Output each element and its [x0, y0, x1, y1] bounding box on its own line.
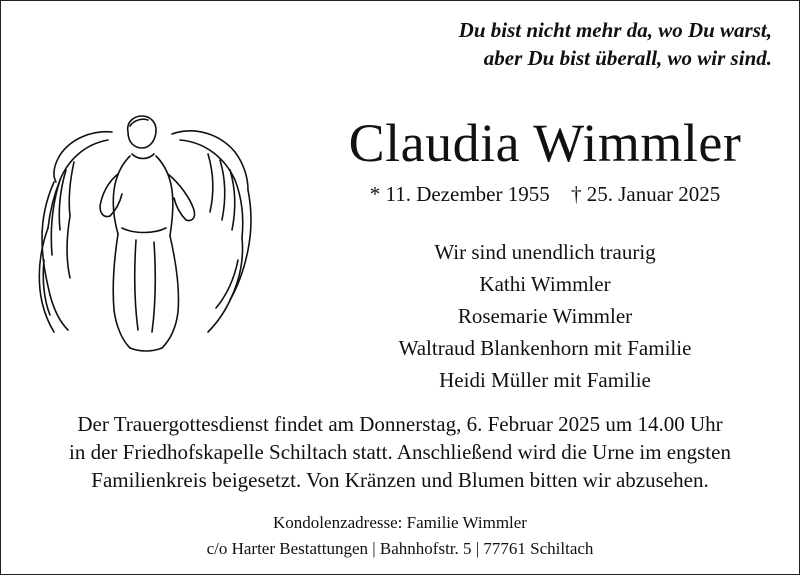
- contact-line-2: c/o Harter Bestattungen | Bahnhofstr. 5 | 77761 Schiltach: [206, 539, 594, 558]
- deceased-name: Claudia Wimmler: [348, 113, 742, 173]
- motto-line-2: aber Du bist überall, wo wir sind.: [483, 46, 772, 70]
- motto-quote: [459, 16, 772, 72]
- mourner-name: Rosemarie Wimmler: [457, 304, 633, 328]
- motto-line-1: Du bist nicht mehr da, wo Du warst,: [458, 18, 772, 42]
- angel-icon: [30, 110, 260, 360]
- mourners-block: [300, 236, 790, 396]
- life-dates: [300, 180, 790, 208]
- contact-line-1: Kondolenzadresse: Familie Wimmler: [273, 513, 527, 532]
- birth-date: * 11. Dezember 1955: [369, 182, 550, 206]
- service-line: in der Friedhofskapelle Schiltach statt. Anschließend wird die Urne im engsten: [69, 440, 731, 464]
- mourner-name: Kathi Wimmler: [479, 272, 611, 296]
- condolence-address: [20, 510, 780, 562]
- mourner-name: Waltraud Blankenhorn mit Familie: [398, 336, 692, 360]
- mourners-intro: Wir sind unendlich traurig: [434, 240, 656, 264]
- mourner-name: Heidi Müller mit Familie: [439, 368, 651, 392]
- service-line: Familienkreis beigesetzt. Von Kränzen und Blumen bitten wir abzusehen.: [91, 468, 709, 492]
- service-line: Der Trauergottesdienst findet am Donnerstag, 6. Februar 2025 um 14.00 Uhr: [77, 412, 723, 436]
- service-announcement: [20, 410, 780, 494]
- death-date: † 25. Januar 2025: [570, 182, 721, 206]
